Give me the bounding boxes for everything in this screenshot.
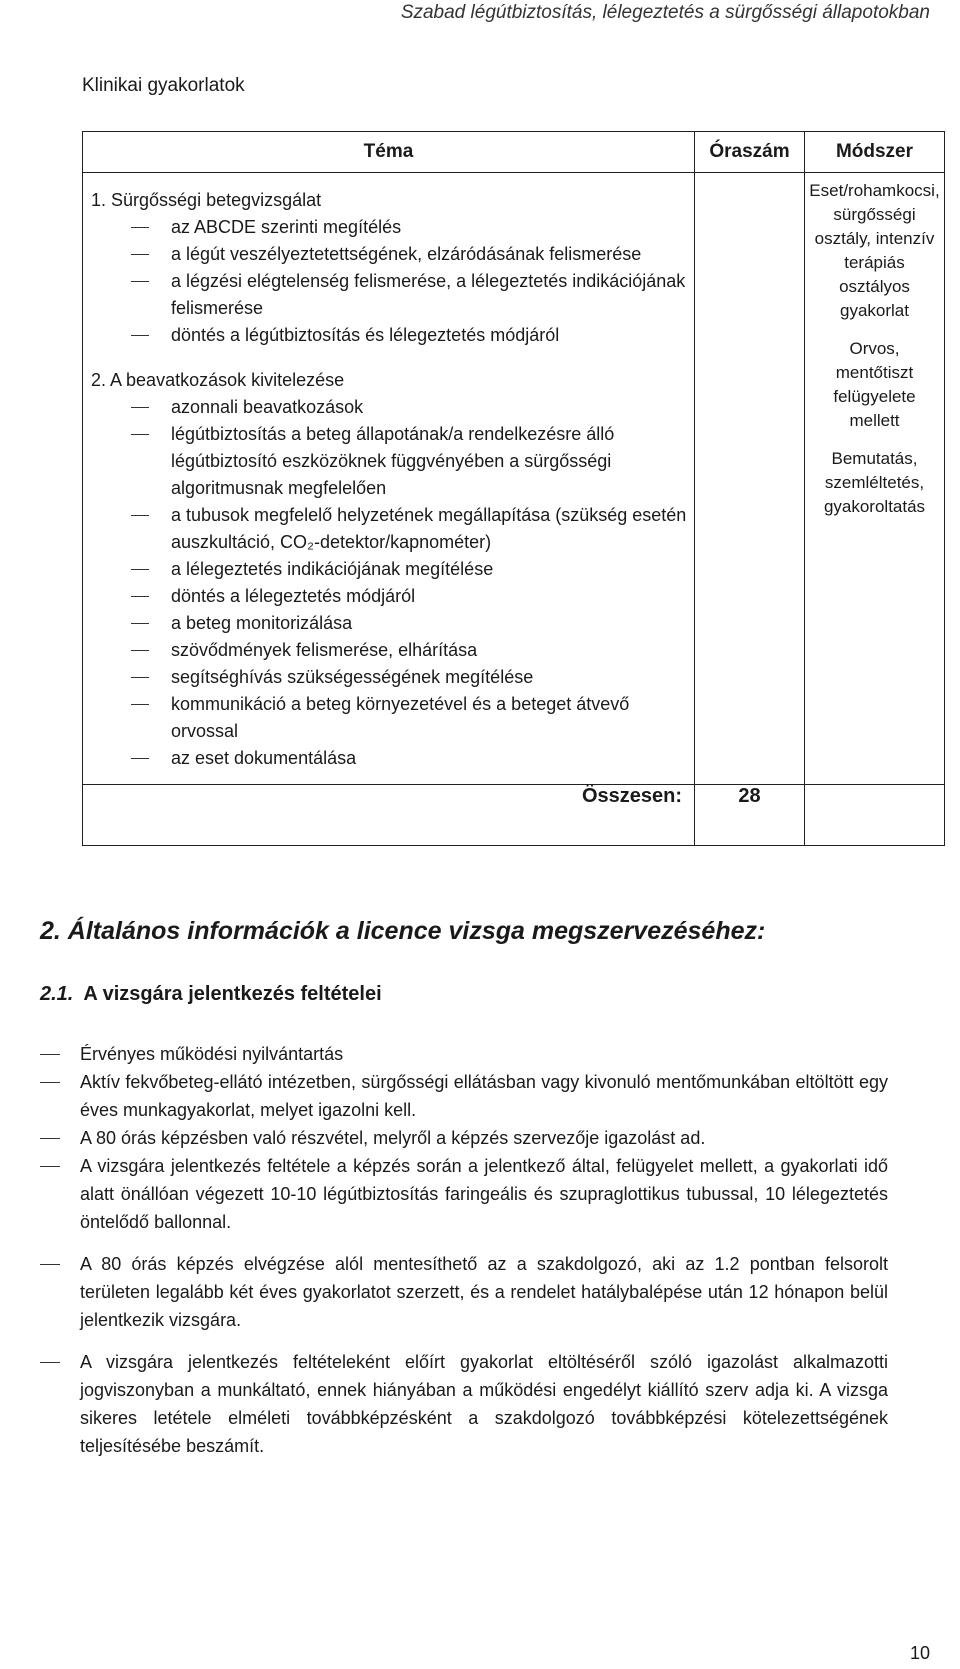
group-title: 1. Sürgősségi betegvizsgálat: [91, 190, 322, 210]
header-hours: Óraszám: [695, 132, 805, 173]
list-item: a lélegeztetés indikációjának megítélése: [91, 556, 694, 583]
subsection-heading: [40, 983, 382, 1006]
list-item: a beteg monitorizálása: [91, 610, 694, 637]
group-items: [91, 394, 694, 772]
subsection-title: A vizsgára jelentkezés feltételei: [83, 983, 382, 1005]
curriculum-table: [82, 131, 945, 846]
group-title: 2. A beavatkozások kivitelezése: [91, 370, 345, 390]
list-item: az ABCDE szerinti megítélés: [91, 214, 694, 241]
method-text: Bemutatás, szemléltetés, gyakoroltatás: [823, 449, 926, 516]
list-item: Érvényes működési nyilvántartás: [40, 1040, 888, 1068]
list-item: Aktív fekvőbeteg-ellátó intézetben, sürgősségi ellátásban vagy kivonuló mentőmunkában eltöltött egy éves munkagyakorlat, melyet igazolni kell.: [40, 1068, 888, 1124]
method-text: Eset/rohamkocsi, sürgősségi osztály, intenzív terápiás osztályos gyakorlat: [809, 181, 940, 320]
list-item: légútbiztosítás a beteg állapotának/a rendelkezésre álló légútbiztosító eszközöknek függvényében a sürgősségi algoritmusnak megfelelően: [91, 421, 694, 502]
hours-cell: [695, 173, 805, 785]
group-items: [91, 214, 694, 349]
method-text: Orvos, mentőtiszt felügyelete mellett: [833, 339, 916, 430]
method-cell: [805, 173, 945, 785]
topic-group-2: [91, 367, 694, 772]
total-hours: 28: [695, 785, 805, 846]
header-topic: Téma: [83, 132, 695, 173]
total-row: [83, 785, 945, 846]
running-header: Szabad légútbiztosítás, lélegeztetés a sürgősségi állapotokban: [400, 2, 930, 23]
page-number: 10: [909, 1643, 930, 1663]
list-item: A 80 órás képzés elvégzése alól mentesíthető az a szakdolgozó, aki az 1.2 pontban felsorolt területen legalább két éves gyakorlatot szerzett, és a rendelet hatálybalépése után 12 hónapon belül jelentkezik vizsgára.: [40, 1250, 888, 1334]
list-item: a légút veszélyeztetettségének, elzáródásának felismerése: [91, 241, 694, 268]
list-item: a légzési elégtelenség felismerése, a lélegeztetés indikációjának felismerése: [91, 268, 694, 322]
list-item: döntés a lélegeztetés módjáról: [91, 583, 694, 610]
table-header-row: [83, 132, 945, 173]
topic-cell: [83, 173, 695, 785]
list-item: segítséghívás szükségességének megítélése: [91, 664, 694, 691]
subsection-number: 2.1.: [40, 983, 74, 1005]
table-row: [83, 173, 945, 785]
requirements-list: [40, 1040, 888, 1460]
section-label: Klinikai gyakorlatok: [82, 75, 245, 96]
list-item: azonnali beavatkozások: [91, 394, 694, 421]
list-item: döntés a légútbiztosítás és lélegeztetés módjáról: [91, 322, 694, 349]
total-method-cell: [805, 785, 945, 846]
topic-group-1: [91, 187, 694, 349]
list-item: a tubusok megfelelő helyzetének megállapítása (szükség esetén auszkultáció, CO₂-detektor/kapnométer): [91, 502, 694, 556]
header-method: Módszer: [805, 132, 945, 173]
list-item: A vizsgára jelentkezés feltételeként előírt gyakorlat eltöltéséről szóló igazolást alkalmazotti jogviszonyban a munkáltató, ennek hiányában a működési engedélyt kiállító szerv adja ki. A vizsga sikeres letétele elméleti továbbképzésként a szakdolgozó továbbképzési kötelezettségének teljesítésébe beszámít.: [40, 1348, 888, 1460]
list-item: A 80 órás képzésben való részvétel, melyről a képzés szervezője igazolást ad.: [40, 1124, 888, 1152]
list-item: kommunikáció a beteg környezetével és a beteget átvevő orvossal: [91, 691, 694, 745]
list-item: A vizsgára jelentkezés feltétele a képzés során a jelentkező által, felügyelet mellett, a gyakorlati idő alatt önállóan végezett 10-10 légútbiztosítás faringeális és szupraglottikus tubussal, 10 lélegeztetés öntelődő ballonnal.: [40, 1152, 888, 1236]
total-label: Összesen:: [83, 785, 695, 846]
list-item: szövődmények felismerése, elhárítása: [91, 637, 694, 664]
list-item: az eset dokumentálása: [91, 745, 694, 772]
section-heading: 2. Általános információk a licence vizsga megszervezéséhez:: [40, 917, 766, 945]
